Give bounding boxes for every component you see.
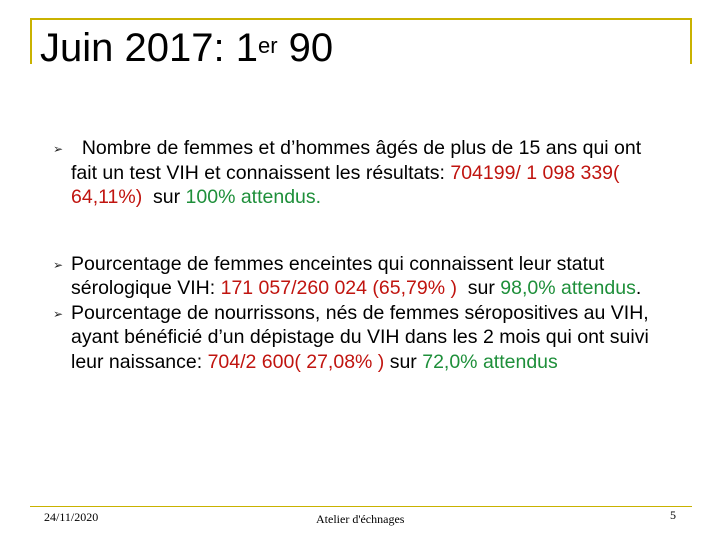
bullet-text: Pourcentage de femmes enceintes qui connaissent leur statut sérologique VIH:	[71, 252, 605, 299]
bullet-text: Pourcentage de nourrissons, nés de femmes séropositives au VIH, ayant bénéficié d’un dépistage du VIH dans les 2 mois qui ont suivi leur naissance:	[71, 301, 649, 373]
bullet-connector: sur	[384, 350, 423, 373]
title-frame-top-rule	[30, 18, 692, 20]
bullet-item-infants	[40, 301, 670, 375]
page-number: 5	[670, 508, 676, 522]
bullet-value: 704/2 600( 27,08% )	[207, 350, 385, 373]
bullet-target: 72,0% attendus	[422, 350, 558, 373]
bullet-value: 704199/ 1 098 339( 64,11%)	[71, 161, 620, 208]
bullet-connector: sur	[456, 277, 501, 299]
footer-title: Atelier d'échnages	[316, 512, 405, 526]
bullet-target: 100% attendus.	[185, 186, 322, 208]
bullet-list	[40, 136, 670, 374]
footer-rule	[30, 506, 692, 507]
bullet-tail: .	[635, 277, 642, 299]
slide-title-prefix: Juin 2017: 1	[40, 26, 258, 70]
title-frame-right-rule	[690, 18, 692, 64]
bullet-text: Nombre de femmes et d’hommes âgés de plus de 15 ans qui ont fait un test VIH et connaissent les résultats:	[71, 137, 647, 184]
arrow-bullet-icon: ➢	[53, 306, 64, 321]
bullet-item-pregnant-women	[40, 252, 670, 301]
title-frame-left-rule	[30, 18, 32, 64]
slide-title	[40, 24, 333, 72]
slide-title-superscript: er	[257, 33, 278, 58]
arrow-bullet-icon: ➢	[53, 142, 64, 156]
bullet-item-tested-adults	[40, 136, 670, 210]
slide-title-suffix: 90	[277, 26, 334, 70]
footer-date: 24/11/2020	[44, 510, 99, 524]
bullet-connector: sur	[142, 186, 186, 208]
arrow-bullet-icon: ➢	[53, 257, 64, 272]
bullet-value: 171 057/260 024 (65,79% )	[220, 277, 457, 299]
bullet-target: 98,0% attendus	[500, 277, 636, 299]
